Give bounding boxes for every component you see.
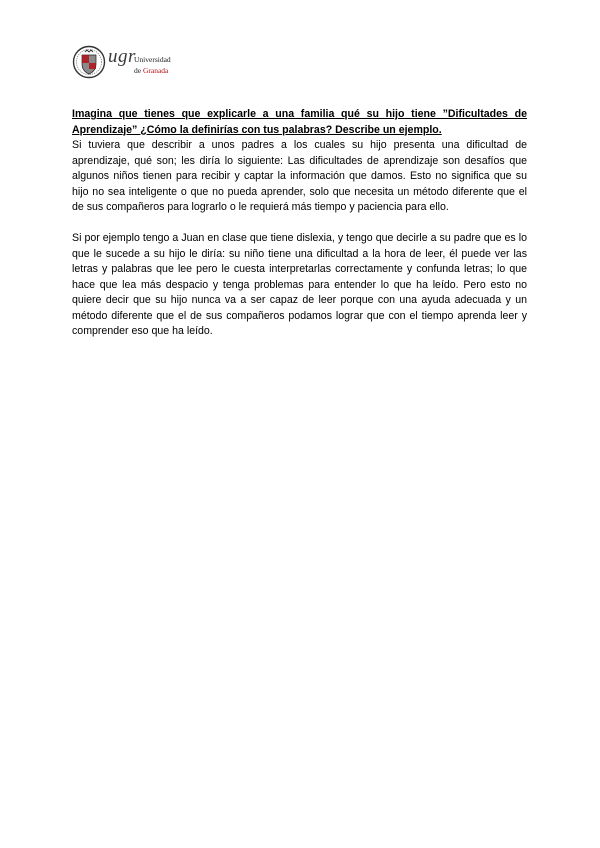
answer-paragraph-1: Si tuviera que describir a unos padres a los cuales su hijo presenta una dificultad de aprendizaje, qué son; les diría lo siguiente: Las dificultades de aprendizaje son desafíos que algunos niños tienen para recibir y captar la información que damos. Esto no significa que su hijo no sea inteligente o que no pueda aprender, solo que necesita un método diferente que el de sus compañeros para lograrlo o le requierá más tiempo y paciencia para ello. bbox=[72, 139, 527, 213]
logo-university-text: Universidad bbox=[134, 55, 171, 64]
logo-ugr-text: ugr bbox=[108, 46, 136, 67]
logo-granada-text: Granada bbox=[142, 66, 169, 75]
document-body bbox=[72, 107, 527, 355]
answer-paragraph-2: Si por ejemplo tengo a Juan en clase que tiene dislexia, y tengo que decirle a su padre que es lo que le sucede a su hijo le diría: su niño tiene una dificultad a la hora de leer, él puede ver las letras y palabras que lee pero le cuesta interpretarlas correctamente y confunda letras; lo que hace que lea más despacio y tenga problemas para entender lo que ha leído. Pero esto no quiere decir que su hijo nunca va a ser capaz de leer porque con una ayuda adecuada y un método diferente que el de sus compañeros podamos lograr que con el tiempo aprenda leer y comprender eso que ha leído. bbox=[72, 232, 527, 337]
university-seal-icon bbox=[72, 44, 106, 80]
question-heading: Imagina que tienes que explicarle a una familia qué su hijo tiene ”Dificultades de Aprendizaje” ¿Cómo la definirías con tus palabras? Describe un ejemplo. bbox=[72, 108, 527, 136]
logo-granada-line bbox=[134, 66, 168, 75]
logo-de-text: de bbox=[134, 66, 142, 75]
university-logo bbox=[72, 44, 182, 84]
